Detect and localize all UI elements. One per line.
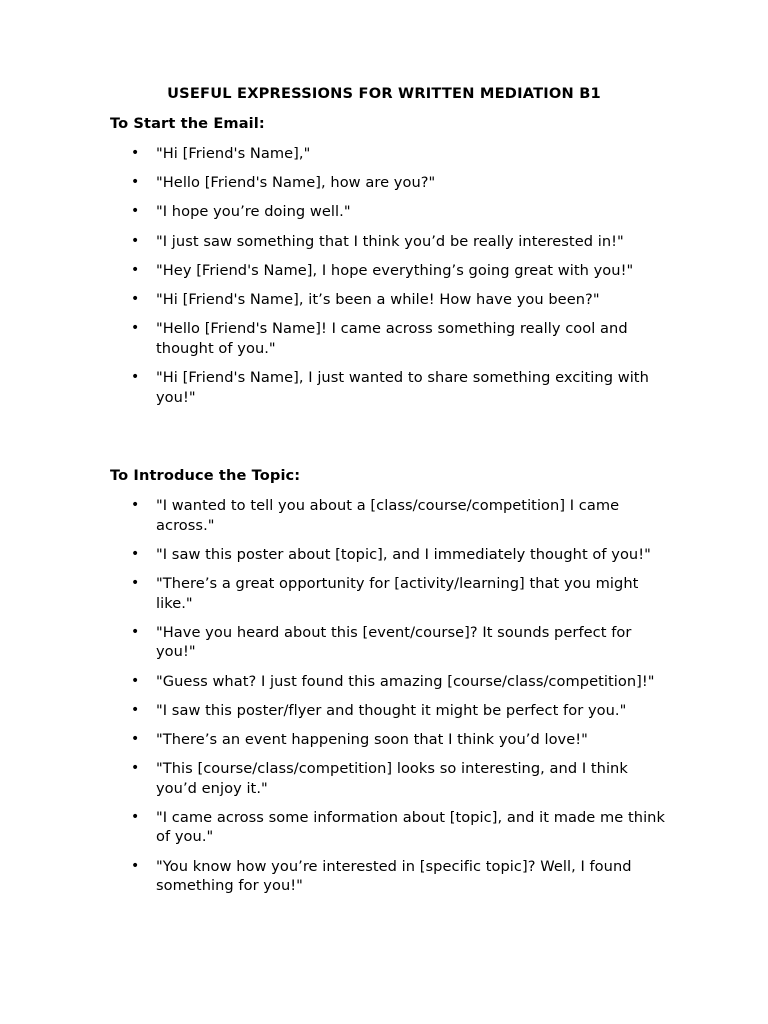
bullet-icon: • <box>131 174 140 191</box>
list-item <box>110 574 670 613</box>
list-item-text: "Hello [Friend's Name], how are you?" <box>156 174 436 192</box>
list-item-text: "Hi [Friend's Name], I just wanted to share something exciting with you!" <box>156 368 649 406</box>
bullet-icon: • <box>131 145 140 161</box>
list-item <box>110 759 670 798</box>
list-item-text: "You know how you’re interested in [specific topic]? Well, I found something for you!" <box>156 857 632 895</box>
list-item <box>110 368 670 407</box>
bullet-icon: • <box>131 368 140 385</box>
list-item-text: "Have you heard about this [event/course]? It sounds perfect for you!" <box>156 623 632 661</box>
bullet-icon: • <box>131 232 140 249</box>
list-item <box>110 319 670 358</box>
list-item-text: "I saw this poster about [topic], and I immediately thought of you!" <box>156 545 651 563</box>
document-title: USEFUL EXPRESSIONS FOR WRITTEN MEDIATION B1 <box>167 85 601 102</box>
bullet-icon: • <box>131 574 140 591</box>
list-item <box>110 202 670 222</box>
list-item <box>110 144 670 164</box>
list-item-text: "Hi [Friend's Name]," <box>156 145 311 162</box>
list-item <box>110 261 670 281</box>
section-heading: To Introduce the Topic: <box>110 467 301 484</box>
bullet-icon: • <box>131 320 140 337</box>
bullet-icon: • <box>131 760 140 777</box>
bullet-icon: • <box>131 545 140 562</box>
list-item <box>110 232 670 252</box>
list-item <box>110 808 670 847</box>
expression-list <box>110 496 670 896</box>
list-item <box>110 496 670 535</box>
list-item-text: "This [course/class/competition] looks so interesting, and I think you’d enjoy it." <box>156 760 628 797</box>
list-item-text: "I saw this poster/flyer and thought it might be perfect for you." <box>156 701 627 719</box>
list-item-text: "There’s an event happening soon that I think you’d love!" <box>156 730 588 748</box>
list-item <box>110 672 670 692</box>
list-item-text: "Hello [Friend's Name]! I came across something really cool and thought of you." <box>156 320 628 357</box>
list-item-text: "There’s a great opportunity for [activity/learning] that you might like." <box>156 574 639 612</box>
list-item-text: "Hi [Friend's Name], it’s been a while! How have you been?" <box>156 290 600 308</box>
list-item <box>110 290 670 310</box>
bullet-icon: • <box>131 497 140 513</box>
bullet-icon: • <box>131 672 140 689</box>
section-introduce-topic <box>110 466 670 905</box>
list-item <box>110 701 670 721</box>
bullet-icon: • <box>131 290 140 307</box>
list-item-text: "I came across some information about [topic], and it made me think of you." <box>156 808 665 846</box>
bullet-icon: • <box>131 623 140 640</box>
list-item-text: "I wanted to tell you about a [class/course/competition] I came across." <box>156 497 620 534</box>
list-item-text: "I just saw something that I think you’d be really interested in!" <box>156 232 624 250</box>
list-item <box>110 173 670 193</box>
list-item <box>110 545 670 565</box>
bullet-icon: • <box>131 857 140 874</box>
bullet-icon: • <box>131 730 140 747</box>
list-item-text: "Guess what? I just found this amazing [course/class/competition]!" <box>156 672 655 690</box>
bullet-icon: • <box>131 808 140 825</box>
bullet-icon: • <box>131 203 140 220</box>
expression-list <box>110 144 670 407</box>
list-item <box>110 623 670 662</box>
bullet-icon: • <box>131 701 140 718</box>
section-start-email <box>110 114 670 417</box>
bullet-icon: • <box>131 261 140 278</box>
list-item <box>110 857 670 896</box>
list-item-text: "Hey [Friend's Name], I hope everything’s going great with you!" <box>156 261 634 279</box>
list-item <box>110 730 670 750</box>
section-heading: To Start the Email: <box>110 115 265 132</box>
list-item-text: "I hope you’re doing well." <box>156 203 351 221</box>
